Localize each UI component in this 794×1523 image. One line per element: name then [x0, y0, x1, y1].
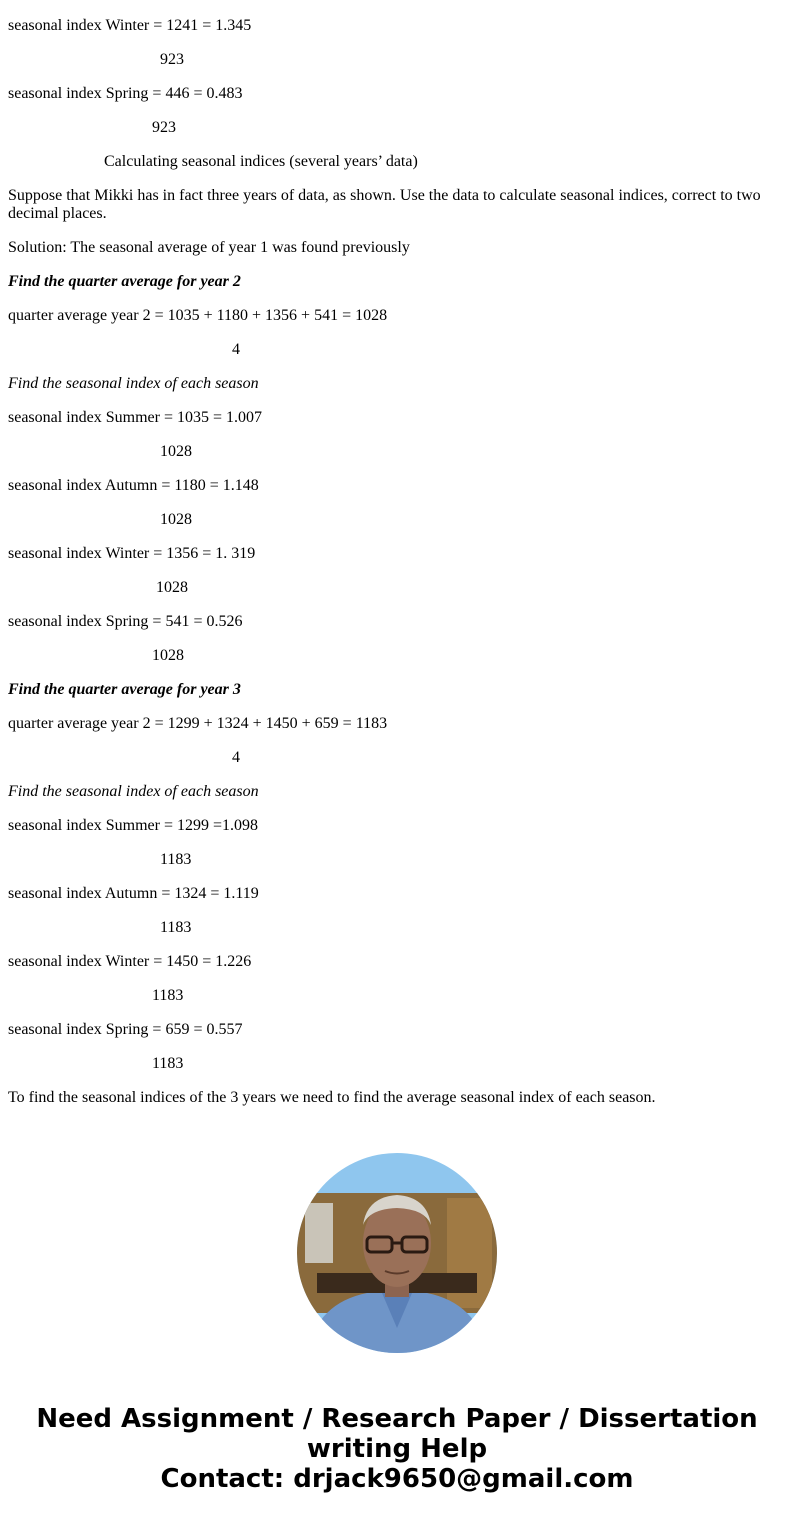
- text-line: 1028: [160, 443, 192, 460]
- text-line: seasonal index Spring = 659 = 0.557: [8, 1021, 243, 1038]
- text-line: 923: [160, 51, 184, 68]
- text-line: quarter average year 2 = 1299 + 1324 + 1450 + 659 = 1183: [8, 715, 388, 732]
- text-line: seasonal index Spring = 541 = 0.526: [8, 613, 243, 630]
- contact-footer: [0, 1404, 794, 1494]
- text-line: quarter average year 2 = 1035 + 1180 + 1356 + 541 = 1028: [8, 307, 388, 324]
- author-photo: [297, 1153, 497, 1353]
- text-line: 4: [232, 749, 240, 766]
- text-line: Suppose that Mikki has in fact three years of data, as shown. Use the data to calculate seasonal indices, correct to two decimal places.: [8, 187, 765, 222]
- text-line: 1028: [160, 511, 192, 528]
- text-line: 4: [232, 341, 240, 358]
- text-line: seasonal index Summer = 1299 =1.098: [8, 817, 259, 834]
- document-body: [8, 17, 786, 1123]
- text-line: Find the quarter average for year 2: [8, 273, 241, 290]
- portrait-icon: [297, 1153, 497, 1353]
- text-line: 1183: [160, 851, 192, 868]
- text-line: Calculating seasonal indices (several years’ data): [104, 153, 418, 170]
- text-line: seasonal index Summer = 1035 = 1.007: [8, 409, 263, 426]
- text-line: seasonal index Winter = 1241 = 1.345: [8, 17, 252, 34]
- text-line: seasonal index Winter = 1356 = 1. 319: [8, 545, 256, 562]
- footer-contact-email: Contact: drjack9650@gmail.com: [160, 1464, 634, 1494]
- text-line: 1183: [152, 987, 184, 1004]
- text-line: Solution: The seasonal average of year 1 was found previously: [8, 239, 410, 256]
- footer-line-2: writing Help: [306, 1434, 488, 1464]
- text-line: 1183: [160, 919, 192, 936]
- footer-line-1: Need Assignment / Research Paper / Dissertation: [36, 1404, 758, 1434]
- text-line: 923: [152, 119, 176, 136]
- text-line: seasonal index Winter = 1450 = 1.226: [8, 953, 252, 970]
- text-line: seasonal index Spring = 446 = 0.483: [8, 85, 243, 102]
- text-line: Find the seasonal index of each season: [8, 783, 259, 800]
- text-line: Find the quarter average for year 3: [8, 681, 241, 698]
- text-line: seasonal index Autumn = 1324 = 1.119: [8, 885, 259, 902]
- text-line: 1028: [156, 579, 188, 596]
- text-line: Find the seasonal index of each season: [8, 375, 259, 392]
- text-line: To find the seasonal indices of the 3 years we need to find the average seasonal index of each season.: [8, 1089, 656, 1106]
- text-line: seasonal index Autumn = 1180 = 1.148: [8, 477, 259, 494]
- text-line: 1028: [152, 647, 184, 664]
- text-line: 1183: [152, 1055, 184, 1072]
